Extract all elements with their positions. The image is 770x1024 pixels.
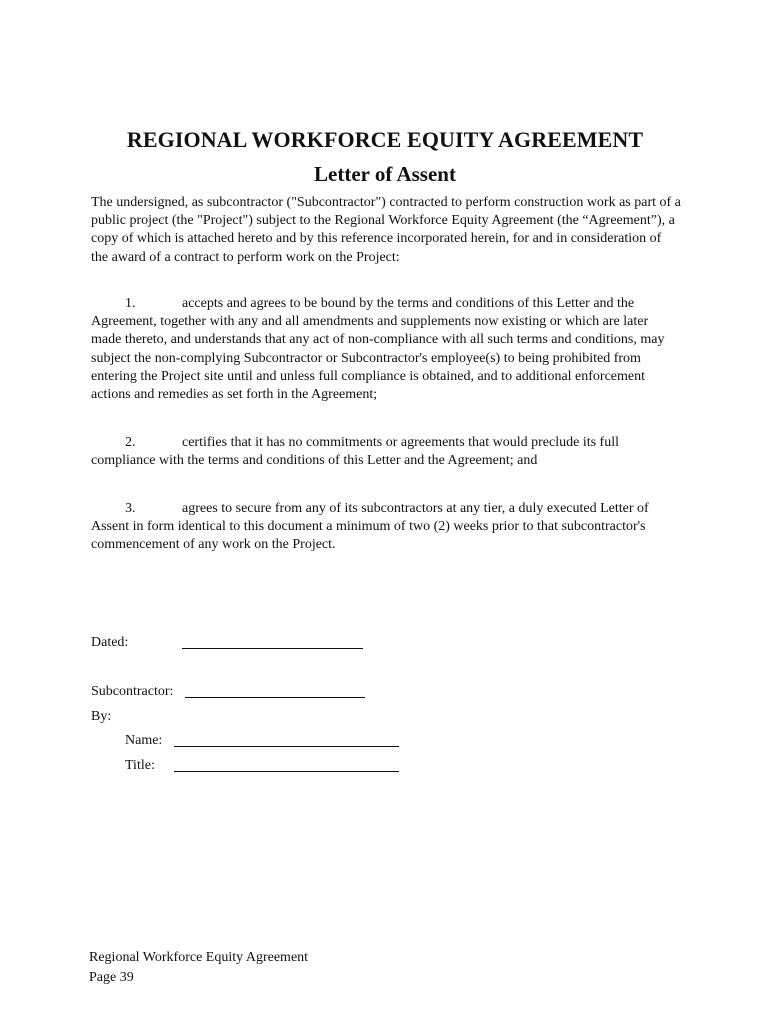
title-label: Title: bbox=[125, 758, 155, 773]
intro-paragraph: The undersigned, as subcontractor ("Subcontractor") contracted to perform construction work as part of a public project (the "Project") subject to the Regional Workforce Equity Agreement (the “Agreement”), a copy of which is attached hereto and by this reference incorporated herein, for and in consideration of the award of a contract to perform work on the Project: bbox=[91, 195, 681, 265]
footer-document-name: Regional Workforce Equity Agreement bbox=[89, 950, 309, 965]
footer-page-number: Page 39 bbox=[89, 970, 134, 985]
by-label: By: bbox=[91, 709, 112, 724]
list-item-number: 2. bbox=[125, 435, 136, 450]
subcontractor-label: Subcontractor: bbox=[91, 684, 174, 699]
dated-label: Dated: bbox=[91, 635, 129, 650]
name-signature-line[interactable] bbox=[174, 732, 399, 747]
list-item-3 bbox=[91, 500, 681, 555]
list-item-2 bbox=[91, 434, 681, 470]
subcontractor-signature-line[interactable] bbox=[185, 683, 365, 698]
list-item-number: 3. bbox=[125, 501, 136, 516]
list-item-text: accepts and agrees to be bound by the terms and conditions of this Letter and the Agreement, together with any and all amendments and supplements now existing or which are later made thereto, and understands that any act of non-compliance with all such terms and conditions, may subject the non-complying Subcontractor or Subcontractor's employee(s) to being prohibited from entering the Project site until and unless full compliance is obtained, and to additional enforcement actions and remedies as set forth in the Agreement; bbox=[91, 296, 665, 403]
list-item-1 bbox=[91, 295, 681, 404]
list-item-text: agrees to secure from any of its subcontractors at any tier, a duly executed Letter of Assent in form identical to this document a minimum of two (2) weeks prior to that subcontractor's commencement of any work on the Project. bbox=[91, 501, 649, 553]
document-title: REGIONAL WORKFORCE EQUITY AGREEMENT bbox=[126, 127, 644, 152]
dated-signature-line[interactable] bbox=[182, 634, 363, 649]
title-signature-line[interactable] bbox=[174, 757, 399, 772]
list-item-number: 1. bbox=[125, 296, 136, 311]
document-subtitle: Letter of Assent bbox=[314, 162, 456, 186]
name-label: Name: bbox=[125, 733, 163, 748]
list-item-text: certifies that it has no commitments or agreements that would preclude its full compliance with the terms and conditions of this Letter and the Agreement; and bbox=[91, 435, 619, 469]
